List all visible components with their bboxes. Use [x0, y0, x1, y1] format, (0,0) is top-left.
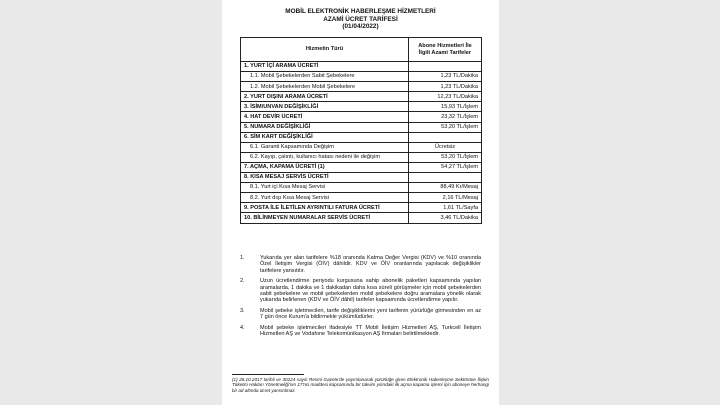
- table-row: [241, 203, 482, 213]
- column-header-service: Hizmetin Türü: [241, 38, 409, 62]
- tariff-cell: 15,93 TL/İşlem: [409, 102, 482, 112]
- table-row: [241, 183, 482, 193]
- note-item: [240, 278, 481, 304]
- tariff-cell: 12,23 TL/Dakika: [409, 92, 482, 102]
- tariff-table: [240, 37, 482, 224]
- note-number: 3.: [240, 307, 245, 314]
- service-cell: 6. SİM KART DEĞİŞİKLİĞİ: [241, 132, 409, 142]
- table-row: [241, 213, 482, 223]
- service-cell: 3. İSİM/UNVAN DEĞİŞİKLİĞİ: [241, 102, 409, 112]
- tariff-cell: [409, 173, 482, 183]
- table-header-row: [241, 38, 482, 62]
- service-cell: 8.2. Yurt dışı Kısa Mesaj Servisi: [241, 193, 409, 203]
- table-row: [241, 92, 482, 102]
- notes-list: [240, 255, 481, 341]
- service-cell: 1. YURT İÇİ ARAMA ÜCRETİ: [241, 62, 409, 72]
- service-cell: 1.1. Mobil Şebekelerden Sabit Şebekelere: [241, 72, 409, 82]
- table-row: [241, 193, 482, 203]
- service-cell: 10. BİLİNMEYEN NUMARALAR SERVİS ÜCRETİ: [241, 213, 409, 223]
- tariff-cell: 54,27 TL/İşlem: [409, 162, 482, 172]
- service-cell: 9. POSTA İLE İLETİLEN AYRINTILI FATURA ÜCRETİ: [241, 203, 409, 213]
- table-row: [241, 82, 482, 92]
- tariff-cell: [409, 62, 482, 72]
- footnote-divider: [232, 374, 304, 375]
- tariff-cell: 23,32 TL/İşlem: [409, 112, 482, 122]
- table-row: [241, 122, 482, 132]
- table-row: [241, 112, 482, 122]
- column-header-tariff: Abone Hizmetleri İle İlgili Azami Tarifeler: [409, 38, 482, 62]
- tariff-table-body: [241, 62, 482, 224]
- note-number: 1.: [240, 255, 245, 261]
- service-cell: 8. KISA MESAJ SERVİS ÜCRETİ: [241, 173, 409, 183]
- table-row: [241, 142, 482, 152]
- note-number: 4.: [240, 324, 245, 331]
- document-title: MOBİL ELEKTRONİK HABERLEŞME HİZMETLERİ: [285, 8, 436, 15]
- service-cell: 7. AÇMA, KAPAMA ÜCRETİ (1): [241, 162, 409, 172]
- service-cell: 4. HAT DEVİR ÜCRETİ: [241, 112, 409, 122]
- service-cell: 5. NUMARA DEĞİŞİKLİĞİ: [241, 122, 409, 132]
- table-row: [241, 152, 482, 162]
- table-row: [241, 173, 482, 183]
- table-row: [241, 102, 482, 112]
- tariff-cell: 1,23 TL/Dakika: [409, 72, 482, 82]
- service-cell: 6.1. Garanti Kapsamında Değişim: [241, 142, 409, 152]
- tariff-cell: 1,61 TL/Sayfa: [409, 203, 482, 213]
- table-row: [241, 62, 482, 72]
- note-number: 2.: [240, 278, 245, 285]
- note-text: Mobil şebeke işletmecileri, tarife değişikliklerini yeni tarifenin yürürlüğe girmesinden en az 7 gün önce Kurum'a bildirmekle yükümlüdürler.: [260, 307, 481, 321]
- footnote: (1) 28.10.2017 tarihli ve 30224 sayılı Resmi Gazete'de yayımlanarak yürürlüğe giren Elektronik Haberleşme Sektörüne İlişkin Tüketici Hakları Yönetmeliği'nin 17'nci maddesi kapsamında bir takvim yılındaki ilk açma kapama işlemi için aboneye herhangi bir ad altında ücret yansıtılmaz.: [232, 377, 489, 393]
- tariff-cell: 53,20 TL/İşlem: [409, 152, 482, 162]
- service-cell: 6.2. Kayıp, çalıntı, kullanıcı hatası nedeni ile değişim: [241, 152, 409, 162]
- document-date: (01/04/2022): [342, 23, 379, 30]
- note-item: [240, 255, 481, 274]
- tariff-cell: 53,20 TL/İşlem: [409, 122, 482, 132]
- note-text: Mobil şebeke işletmecileri ifadesiyle TT Mobil İletişim Hizmetleri AŞ, Turkcell İletişim Hizmetleri AŞ ve Vodafone Telekomünikasyon AŞ firmaları belirtilmektedir.: [260, 324, 481, 338]
- tariff-cell: 1,23 TL/Dakika: [409, 82, 482, 92]
- note-item: [240, 308, 481, 321]
- note-item: [240, 325, 481, 338]
- note-text: Uzun ücretlendirme periyodu kurgusuna sahip abonelik paketleri kapsamında yapılan aramalarda, 1 dakika ve 1 dakikadan daha kısa süreli görüşmeler için mobil şebekelerden sabit şebekelere ve mobil şebekelerden mobil şebekelere doğru aramalara yönelik olarak yukarıda belirlenen (KDV ve ÖİV dâhil) tarifeler kapsamında ücretlendirme yapılır.: [260, 278, 481, 304]
- service-cell: 1.2. Mobil Şebekelerden Mobil Şebekelere: [241, 82, 409, 92]
- tariff-cell: [409, 132, 482, 142]
- table-row: [241, 132, 482, 142]
- tariff-cell: 2,16 TL/Mesaj: [409, 193, 482, 203]
- document-subtitle: AZAMİ ÜCRET TARİFESİ: [323, 15, 398, 23]
- tariff-cell: 3,46 TL/Dakika: [409, 213, 482, 223]
- table-row: [241, 72, 482, 82]
- service-cell: 2. YURT DIŞINI ARAMA ÜCRETİ: [241, 92, 409, 102]
- table-row: [241, 162, 482, 172]
- tariff-cell: 88,49 Kr/Mesaj: [409, 183, 482, 193]
- service-cell: 8.1. Yurt içi Kısa Mesaj Servisi: [241, 183, 409, 193]
- tariff-cell: Ücretsiz: [409, 142, 482, 152]
- document-page: [222, 0, 499, 405]
- note-text: Yukarıda yer alan tarifelere %18 oranında Katma Değer Vergisi (KDV) ve %10 oranında Özel İletişim Vergisi (ÖİV) dâhildir. KDV ve ÖİV oranlarında yapılacak değişiklikler tarifelere yansıtılır.: [260, 255, 481, 274]
